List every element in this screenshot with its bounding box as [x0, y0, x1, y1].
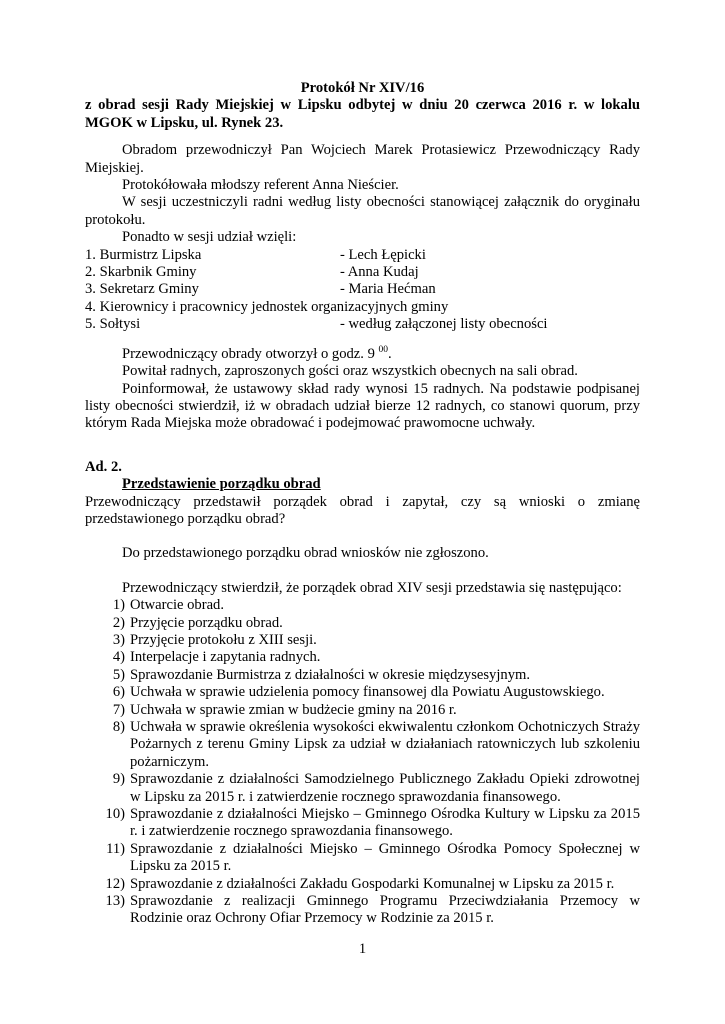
agenda-item — [85, 702, 640, 719]
opening-paragraph-2: Powitał radnych, zaproszonych gości oraz wszystkich obecnych na sali obrad. — [122, 363, 578, 380]
agenda-item-text: Uchwała w sprawie określenia wysokości ekwiwalentu członkom Ochotniczych Straży Pożarnych z terenu Gminy Lipsk za udział w działaniach ratowniczych lub szkoleniu pożarniczym. — [130, 719, 640, 770]
agenda-item-number: 8) — [112, 719, 125, 735]
attendee-value: - według załączonej listy obecności — [340, 316, 548, 333]
agenda-item — [85, 876, 640, 893]
attendee-label: 1. Burmistrz Lipska — [85, 246, 202, 263]
agenda-item — [85, 684, 640, 701]
agenda-item-number: 2) — [112, 614, 125, 631]
section-subheading: Przedstawienie porządku obrad — [122, 476, 321, 493]
agenda-item-text: Sprawozdanie z realizacji Gminnego Programu Przeciwdziałania Przemocy w Rodzinie oraz Ochrony Ofiar Przemocy w Rodzinie za 2015 r. — [130, 893, 640, 927]
agenda-item-text: Sprawozdanie z działalności Miejsko – Gminnego Ośrodka Pomocy Społecznej w Lipsku za 2015 r. — [130, 840, 640, 875]
section2-paragraph-1: Przewodniczący przedstawił porządek obrad i zapytał, czy są wnioski o zmianę przedstawionego porządku obrad? — [85, 493, 640, 527]
agenda-item-number: 6) — [112, 684, 125, 701]
attendee-value: - Maria Hećman — [340, 281, 436, 298]
agenda-item-text: Sprawozdanie z działalności Miejsko – Gminnego Ośrodka Kultury w Lipsku za 2015 r. i zatwierdzenie rocznego sprawozdania finansowego. — [130, 806, 640, 840]
opening-time-text: Przewodniczący obrady otworzył o godz. 9 — [122, 345, 379, 362]
attendee-value: - Anna Kudaj — [340, 264, 419, 281]
attendee-row — [85, 281, 640, 298]
agenda-item-text: Przyjęcie protokołu z XIII sesji. — [130, 631, 317, 648]
agenda-item-text: Sprawozdanie z działalności Zakładu Gospodarki Komunalnej w Lipsku za 2015 r. — [130, 875, 615, 892]
section2-paragraph-2: Do przedstawionego porządku obrad wniosków nie zgłoszono. — [122, 545, 489, 562]
attendee-label: 5. Sołtysi — [85, 316, 141, 333]
attendee-row — [85, 264, 640, 281]
section-heading-ad2: Ad. 2. — [85, 458, 122, 475]
attendee-label: 2. Skarbnik Gminy — [85, 264, 197, 281]
attendee-row — [85, 299, 640, 316]
attendee-row — [85, 316, 640, 333]
agenda-item-text: Otwarcie obrad. — [130, 597, 225, 614]
intro-paragraph-3: W sesji uczestniczyli radni według listy obecności stanowiącej załącznik do oryginału protokołu. — [85, 194, 640, 228]
opening-time-period: . — [388, 345, 392, 362]
agenda-item — [85, 615, 640, 632]
agenda-item — [85, 597, 640, 614]
agenda-item — [85, 632, 640, 649]
attendee-label: 3. Sekretarz Gminy — [85, 281, 199, 298]
opening-time-paragraph — [85, 346, 640, 363]
agenda-item-number: 5) — [112, 666, 125, 683]
agenda-item — [85, 771, 640, 806]
agenda-item — [85, 841, 640, 876]
agenda-item-text: Przyjęcie porządku obrad. — [130, 614, 283, 631]
agenda-list — [85, 597, 640, 928]
agenda-item-number: 10) — [105, 806, 125, 823]
agenda-item — [85, 806, 640, 841]
agenda-item-number: 9) — [112, 771, 125, 788]
agenda-item-text: Sprawozdanie Burmistrza z działalności w okresie międzysesyjnym. — [130, 666, 530, 683]
agenda-item-number: 12) — [105, 875, 125, 892]
opening-time-superscript: 00 — [378, 344, 389, 355]
agenda-item-number: 3) — [112, 631, 125, 648]
agenda-item-text: Interpelacje i zapytania radnych. — [130, 649, 321, 666]
agenda-item-text: Uchwała w sprawie zmian w budżecie gminy na 2016 r. — [130, 701, 457, 718]
agenda-item — [85, 667, 640, 684]
agenda-item-text: Uchwała w sprawie udzielenia pomocy finansowej dla Powiatu Augustowskiego. — [130, 684, 605, 701]
attendee-value — [448, 299, 640, 316]
agenda-item-number: 7) — [112, 701, 125, 718]
section2-paragraph-3: Przewodniczący stwierdził, że porządek obrad XIV sesji przedstawia się następująco: — [122, 579, 622, 596]
document-title: Protokół Nr XIV/16 — [300, 80, 425, 96]
agenda-item — [85, 649, 640, 666]
page-number: 1 — [358, 941, 367, 957]
agenda-item-number: 13) — [105, 893, 125, 910]
document-subtitle: z obrad sesji Rady Miejskiej w Lipsku odbytej w dniu 20 czerwca 2016 r. w lokalu MGOK w Lipsku, ul. Rynek 23. — [85, 97, 640, 131]
intro-paragraph-1: Obradom przewodniczył Pan Wojciech Marek Protasiewicz Przewodniczący Rady Miejskiej. — [85, 142, 640, 176]
opening-paragraph-3: Poinformował, że ustawowy skład rady wynosi 15 radnych. Na podstawie podpisanej listy obecności stwierdził, iż w obradach udział bierze 12 radnych, co stanowi quorum, przy którym Rada Miejska może obradować i podejmować prawomocne uchwały. — [85, 380, 640, 432]
agenda-item — [85, 719, 640, 771]
agenda-item — [85, 893, 640, 928]
intro-paragraph-2: Protokółowała młodszy referent Anna Nieścier. — [122, 177, 399, 194]
attendees-list — [85, 247, 640, 334]
agenda-item-number: 1) — [112, 597, 125, 614]
agenda-item-text: Sprawozdanie z działalności Samodzielnego Publicznego Zakładu Opieki zdrowotnej w Lipsku za 2015 r. i zatwierdzenie rocznego sprawozdania finansowego. — [130, 771, 640, 805]
attendee-value: - Lech Łępicki — [340, 246, 426, 263]
intro-paragraph-4: Ponadto w sesji udział wzięli: — [122, 229, 297, 246]
attendee-row — [85, 247, 640, 264]
agenda-item-number: 11) — [106, 840, 125, 857]
agenda-item-number: 4) — [112, 649, 125, 666]
attendee-label: 4. Kierownicy i pracownicy jednostek organizacyjnych gminy — [85, 298, 449, 315]
